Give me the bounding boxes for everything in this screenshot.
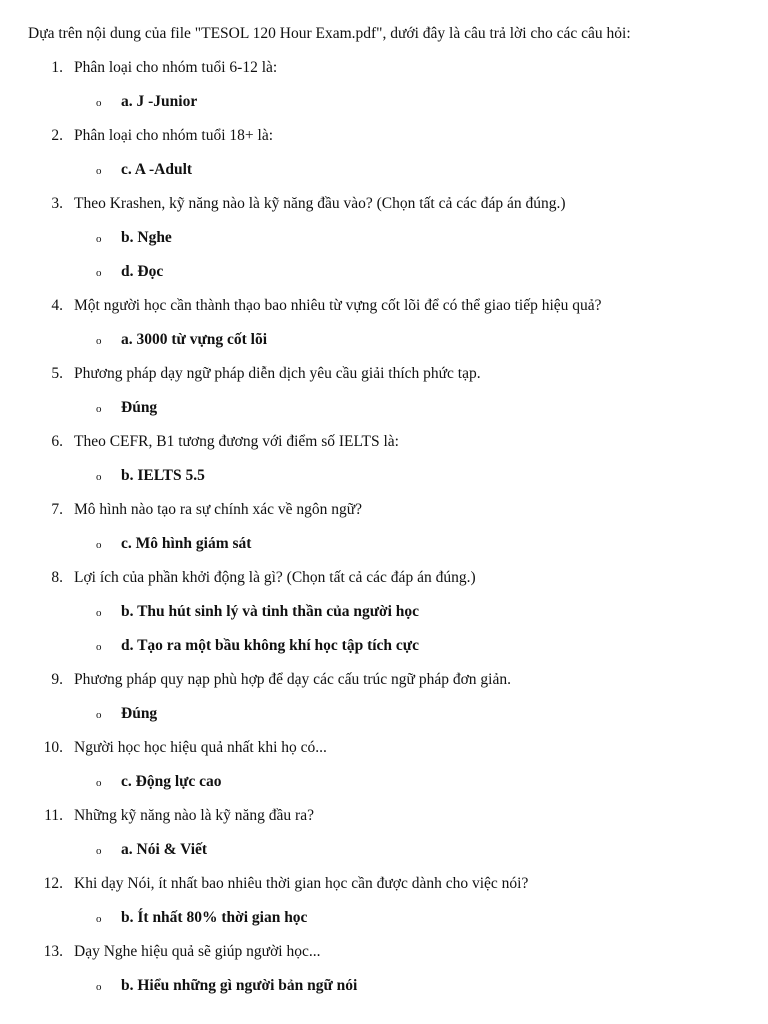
question-line [0, 432, 768, 452]
answer-item [0, 160, 768, 180]
answer-item [0, 534, 768, 554]
answer-text: c. A -Adult [121, 161, 193, 178]
question-text: Phương pháp quy nạp phù hợp để dạy các cấu trúc ngữ pháp đơn giản. [74, 671, 511, 688]
question-line [0, 568, 768, 588]
intro-paragraph: Dựa trên nội dung của file "TESOL 120 Hour Exam.pdf", dưới đây là câu trả lời cho các câu hỏi: [28, 25, 631, 42]
hollow-bullet-icon: o [96, 539, 102, 551]
answer-text: a. J -Junior [121, 93, 198, 110]
question-line [0, 296, 768, 316]
question-text: Một người học cần thành thạo bao nhiêu từ vựng cốt lõi để có thể giao tiếp hiệu quả? [74, 297, 602, 314]
question-item [0, 806, 768, 860]
question-item [0, 738, 768, 792]
question-number: 9. [51, 671, 63, 688]
question-item [0, 432, 768, 486]
answer-list [0, 160, 768, 180]
question-number: 3. [51, 195, 63, 212]
hollow-bullet-icon: o [96, 403, 102, 415]
question-number: 1. [51, 59, 63, 76]
answer-item [0, 330, 768, 350]
answer-item [0, 908, 768, 928]
answer-text: b. IELTS 5.5 [121, 467, 205, 484]
question-line [0, 738, 768, 758]
hollow-bullet-icon: o [96, 165, 102, 177]
hollow-bullet-icon: o [96, 233, 102, 245]
question-text: Dạy Nghe hiệu quả sẽ giúp người học... [74, 943, 321, 960]
question-number: 7. [51, 501, 63, 518]
answer-list [0, 228, 768, 282]
answer-item [0, 228, 768, 248]
answer-list [0, 330, 768, 350]
answer-list [0, 534, 768, 554]
answer-item [0, 262, 768, 282]
hollow-bullet-icon: o [96, 335, 102, 347]
question-number: 4. [51, 297, 63, 314]
answer-text: c. Động lực cao [121, 773, 222, 790]
answer-list [0, 772, 768, 792]
question-number: 11. [44, 807, 63, 824]
question-item [0, 194, 768, 282]
question-line [0, 806, 768, 826]
question-item [0, 126, 768, 180]
answer-list [0, 840, 768, 860]
question-line [0, 942, 768, 962]
answer-text: a. Nói & Viết [121, 841, 208, 858]
hollow-bullet-icon: o [96, 845, 102, 857]
answer-list [0, 704, 768, 724]
answer-item [0, 636, 768, 656]
question-line [0, 364, 768, 384]
answer-text: b. Thu hút sinh lý và tinh thần của người học [121, 603, 420, 620]
question-number: 5. [51, 365, 63, 382]
question-item [0, 670, 768, 724]
answer-text: a. 3000 từ vựng cốt lõi [121, 331, 268, 348]
answer-list [0, 976, 768, 996]
question-line [0, 58, 768, 78]
answer-text: b. Hiểu những gì người bản ngữ nói [121, 977, 358, 994]
hollow-bullet-icon: o [96, 97, 102, 109]
question-item [0, 364, 768, 418]
question-line [0, 670, 768, 690]
hollow-bullet-icon: o [96, 471, 102, 483]
question-line [0, 126, 768, 146]
answer-item [0, 398, 768, 418]
hollow-bullet-icon: o [96, 777, 102, 789]
question-number: 2. [51, 127, 63, 144]
answer-item [0, 92, 768, 112]
question-item [0, 874, 768, 928]
question-text: Phân loại cho nhóm tuổi 6-12 là: [74, 59, 278, 76]
answer-list [0, 398, 768, 418]
question-number: 8. [51, 569, 63, 586]
hollow-bullet-icon: o [96, 913, 102, 925]
answer-item [0, 976, 768, 996]
question-item [0, 58, 768, 112]
hollow-bullet-icon: o [96, 709, 102, 721]
question-text: Khi dạy Nói, ít nhất bao nhiêu thời gian học cần được dành cho việc nói? [74, 875, 529, 892]
question-line [0, 194, 768, 214]
question-text: Theo Krashen, kỹ năng nào là kỹ năng đầu vào? (Chọn tất cả các đáp án đúng.) [74, 195, 566, 212]
answer-text: Đúng [121, 705, 158, 722]
question-item [0, 500, 768, 554]
answer-text: d. Tạo ra một bầu không khí học tập tích cực [121, 637, 419, 654]
answer-item [0, 602, 768, 622]
answer-item [0, 772, 768, 792]
hollow-bullet-icon: o [96, 267, 102, 279]
answer-list [0, 908, 768, 928]
answer-text: Đúng [121, 399, 158, 416]
question-text: Mô hình nào tạo ra sự chính xác về ngôn ngữ? [74, 501, 362, 518]
question-text: Người học học hiệu quả nhất khi họ có... [74, 739, 327, 756]
question-list [0, 58, 768, 1010]
answer-text: c. Mô hình giám sát [121, 535, 252, 552]
answer-text: b. Ít nhất 80% thời gian học [121, 909, 308, 926]
answer-item [0, 704, 768, 724]
answer-item [0, 840, 768, 860]
answer-list [0, 466, 768, 486]
answer-text: d. Đọc [121, 263, 164, 280]
question-number: 13. [43, 943, 63, 960]
question-number: 10. [43, 739, 63, 756]
answer-item [0, 466, 768, 486]
question-item [0, 568, 768, 656]
hollow-bullet-icon: o [96, 641, 102, 653]
answer-list [0, 92, 768, 112]
hollow-bullet-icon: o [96, 607, 102, 619]
question-text: Phương pháp dạy ngữ pháp diễn dịch yêu cầu giải thích phức tạp. [74, 365, 481, 382]
question-item [0, 296, 768, 350]
question-line [0, 500, 768, 520]
answer-list [0, 602, 768, 656]
answer-text: b. Nghe [121, 229, 172, 246]
question-text: Những kỹ năng nào là kỹ năng đầu ra? [74, 807, 314, 824]
question-number: 12. [43, 875, 63, 892]
question-text: Theo CEFR, B1 tương đương với điểm số IELTS là: [74, 433, 399, 450]
question-number: 6. [51, 433, 63, 450]
question-item [0, 942, 768, 996]
question-line [0, 874, 768, 894]
question-text: Phân loại cho nhóm tuổi 18+ là: [74, 127, 274, 144]
question-text: Lợi ích của phần khởi động là gì? (Chọn tất cả các đáp án đúng.) [74, 569, 476, 586]
hollow-bullet-icon: o [96, 981, 102, 993]
